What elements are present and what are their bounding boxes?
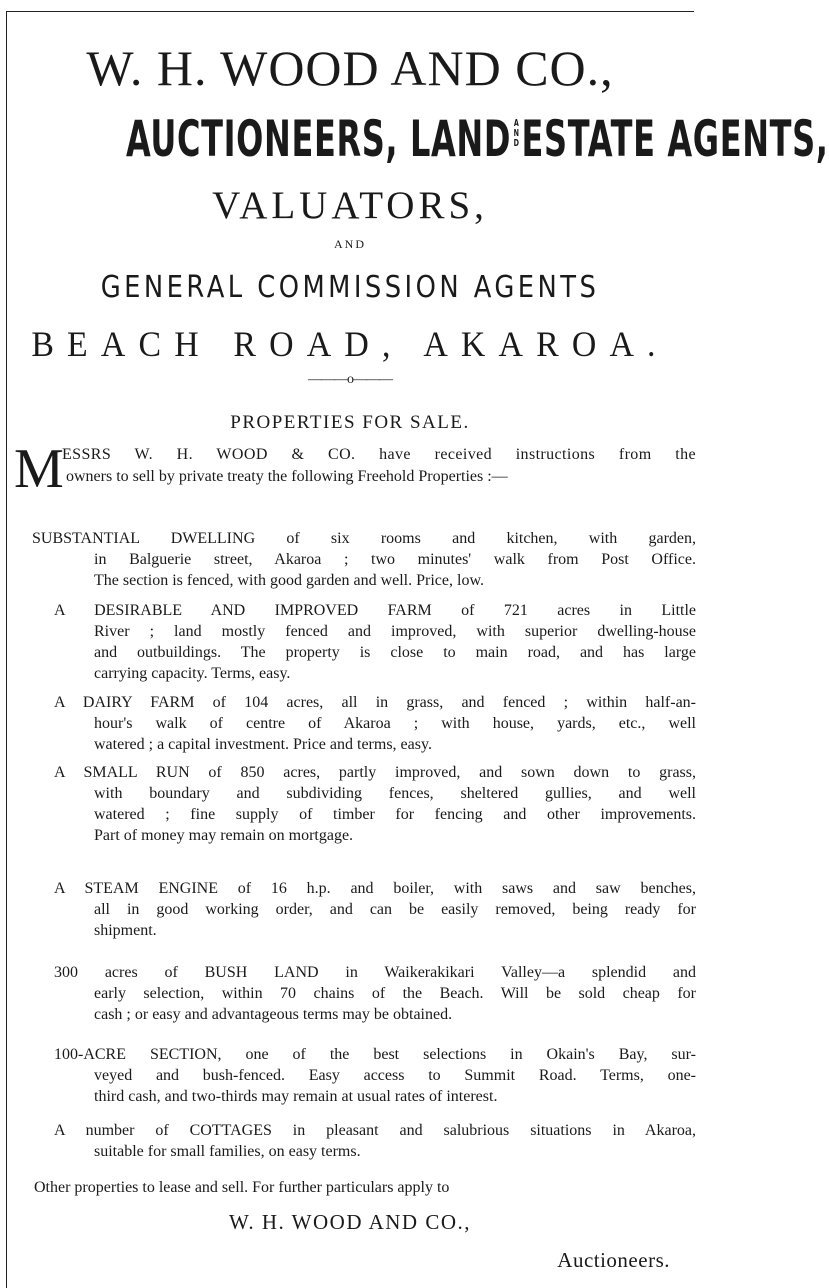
property-line: A DESIRABLE AND IMPROVED FARM of 721 acres in Little bbox=[54, 602, 696, 619]
property-listing bbox=[32, 878, 696, 941]
signature-role: Auctioneers. bbox=[557, 1248, 670, 1272]
property-line: A number of COTTAGES in pleasant and salubrious situations in Akaroa, bbox=[54, 1122, 696, 1139]
property-line: A DAIRY FARM of 104 acres, all in grass, and fenced ; within half-an- bbox=[54, 694, 696, 711]
drop-cap: M bbox=[14, 438, 64, 500]
property-line: River ; land mostly fenced and improved, with superior dwelling-house bbox=[94, 623, 696, 640]
property-line: all in good working order, and can be easily removed, being ready for bbox=[94, 901, 696, 918]
property-line: The section is fenced, with good garden and well. Price, low. bbox=[94, 572, 484, 589]
property-line: in Balguerie street, Akaroa ; two minutes' walk from Post Office. bbox=[94, 551, 696, 568]
ornamental-divider: ———o——— bbox=[308, 372, 392, 387]
property-line: A SMALL RUN of 850 acres, partly improved, and sown down to grass, bbox=[54, 764, 696, 781]
property-listing bbox=[32, 692, 696, 755]
property-line: third cash, and two-thirds may remain at usual rates of interest. bbox=[94, 1088, 498, 1105]
property-line: shipment. bbox=[94, 922, 157, 939]
intro-line: ESSRS W. H. WOOD & CO. have received instructions from the bbox=[62, 446, 696, 463]
property-line: 300 acres of BUSH LAND in Waikerakikari Valley—a splendid and bbox=[54, 964, 696, 981]
property-line: veyed and bush-fenced. Easy access to Summit Road. Terms, one- bbox=[94, 1067, 696, 1084]
property-listing bbox=[32, 600, 696, 684]
property-line: with boundary and subdividing fences, sheltered gullies, and well bbox=[94, 785, 696, 802]
top-rule bbox=[6, 11, 694, 12]
property-line: hour's walk of centre of Akaroa ; with house, yards, etc., well bbox=[94, 715, 696, 732]
property-line: watered ; fine supply of timber for fencing and other improvements. bbox=[94, 806, 696, 823]
auctioneers-heading-part-a: AUCTIONEERS, LAND bbox=[126, 110, 512, 168]
property-line: watered ; a capital investment. Price and terms, easy. bbox=[94, 736, 432, 753]
property-listing bbox=[32, 1120, 696, 1162]
closing-text: Other properties to lease and sell. For further particulars apply to bbox=[34, 1179, 450, 1196]
and-connector: AND bbox=[334, 237, 366, 251]
property-line: carrying capacity. Terms, easy. bbox=[94, 665, 291, 682]
address-line: BEACH ROAD, AKAROA. bbox=[31, 324, 669, 364]
firm-title: W. H. WOOD AND CO., bbox=[86, 40, 614, 96]
property-line: A STEAM ENGINE of 16 h.p. and boiler, with saws and saw benches, bbox=[54, 880, 696, 897]
property-listing bbox=[32, 762, 696, 846]
section-heading: PROPERTIES FOR SALE. bbox=[230, 412, 470, 433]
property-line: SUBSTANTIAL DWELLING of six rooms and kitchen, with garden, bbox=[32, 530, 696, 547]
property-line: suitable for small families, on easy terms. bbox=[94, 1143, 361, 1160]
property-listing bbox=[32, 1044, 696, 1107]
property-line: cash ; or easy and advantageous terms may be obtained. bbox=[94, 1006, 453, 1023]
general-commission-heading: GENERAL COMMISSION AGENTS bbox=[100, 270, 600, 305]
property-line: and outbuildings. The property is close to main road, and has large bbox=[94, 644, 696, 661]
intro-line: owners to sell by private treaty the following Freehold Properties :— bbox=[66, 468, 508, 485]
valuators-heading: VALUATORS, bbox=[212, 184, 488, 227]
property-listing bbox=[32, 528, 696, 591]
property-line: early selection, within 70 chains of the Beach. Will be sold cheap for bbox=[94, 985, 696, 1002]
property-line: 100-ACRE SECTION, one of the best selections in Okain's Bay, sur- bbox=[54, 1046, 696, 1063]
property-listing bbox=[32, 962, 696, 1025]
stacked-and: A N D bbox=[513, 118, 519, 149]
auctioneers-heading bbox=[126, 104, 829, 174]
auctioneers-heading-part-b: ESTATE AGENTS, bbox=[521, 110, 829, 168]
property-line: Part of money may remain on mortgage. bbox=[94, 827, 354, 844]
signature-firm: W. H. WOOD AND CO., bbox=[228, 1210, 471, 1234]
